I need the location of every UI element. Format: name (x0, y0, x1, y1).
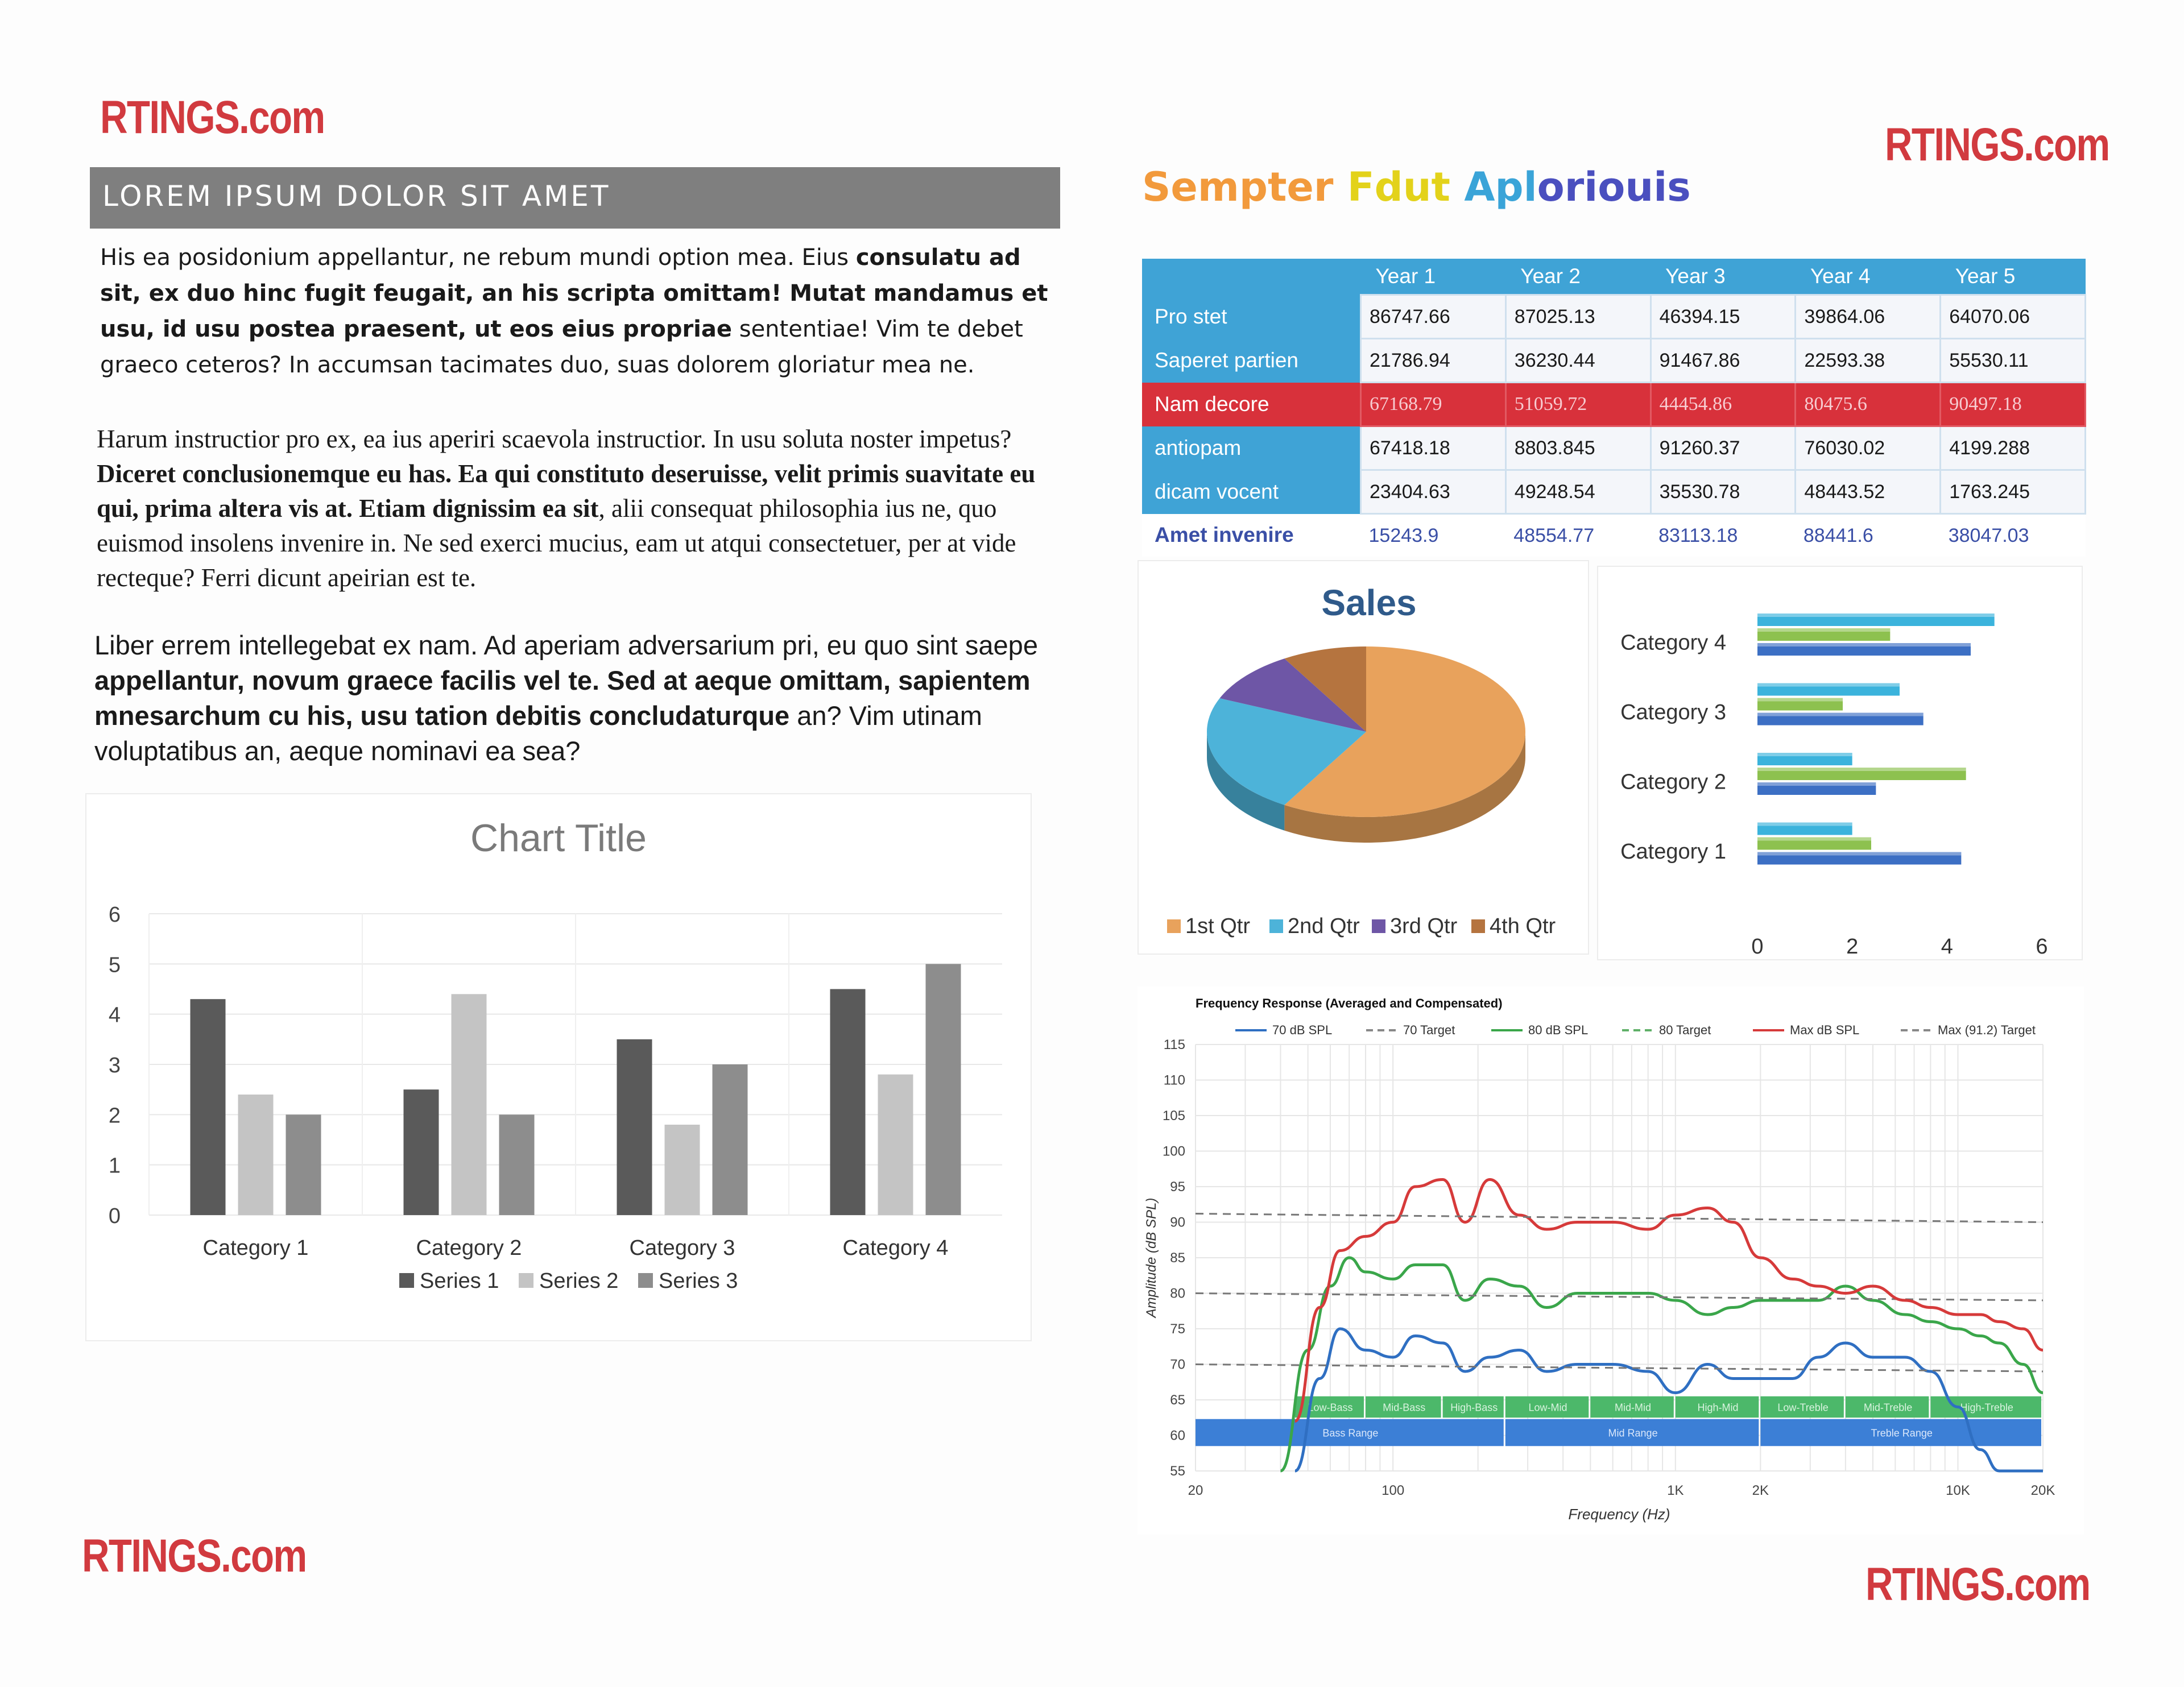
table-row (1142, 426, 2086, 470)
bar (713, 1064, 748, 1215)
x-tick-label: 20 (1188, 1483, 1203, 1498)
row-label: Amet invenire (1142, 514, 1361, 557)
table-cell: 15243.9 (1361, 514, 1506, 557)
y-tick-label: 90 (1170, 1215, 1185, 1230)
x-tick-label: 6 (2036, 935, 2048, 959)
bar (617, 1039, 652, 1215)
band-label: Mid-Treble (1863, 1402, 1913, 1414)
band-label: Treble Range (1871, 1427, 1933, 1439)
bold-text: Diceret conclusionemque eu has. Ea qui constituto deseruisse, velit primis suavitate eu qui, prima altera vis at. Etiam dignissim ea sit (97, 459, 1036, 523)
bar-highlight (1757, 753, 1852, 756)
table-cell: 23404.63 (1361, 470, 1506, 514)
table-header (1142, 259, 1361, 295)
legend-label: Max dB SPL (1790, 1023, 1860, 1037)
row-label: Nam decore (1142, 383, 1361, 426)
x-tick-label: 2K (1752, 1483, 1769, 1498)
band-label: Low-Bass (1308, 1402, 1353, 1414)
band-label: Mid-Bass (1383, 1402, 1426, 1414)
frequency-response-chart (1139, 988, 2083, 1533)
legend-label: 70 dB SPL (1272, 1023, 1333, 1037)
table-cell: 67168.79 (1361, 383, 1506, 426)
chart-title: Frequency Response (Averaged and Compensated) (1196, 996, 1503, 1010)
text: Harum instructior pro ex, ea ius aperiri scaevola instructior. In usu soluta noster impetus? (97, 425, 1012, 453)
y-tick-label: 105 (1162, 1108, 1185, 1124)
bar (452, 994, 487, 1215)
title-part: Sempter (1142, 164, 1347, 210)
table-cell: 55530.11 (1941, 339, 2086, 383)
text: His ea posidonium appellantur, ne rebum mundi option mea. Eius (100, 244, 856, 271)
y-tick-label: 2 (108, 1104, 121, 1128)
text: , alii consequat philosophia ius ne, quo euismod insolens invenire in. Ne sed exerci mucius, eam ut atqui consectetuer, per at vide recteque? Ferri dicunt apeirian est te. (97, 494, 1016, 592)
paragraph-2 (97, 422, 1058, 595)
paragraph-1 (100, 240, 1056, 383)
legend-swatch (1372, 919, 1385, 933)
y-tick-label: 80 (1170, 1286, 1185, 1301)
column-chart-panel (85, 793, 1032, 1341)
row-label: antiopam (1142, 426, 1361, 470)
table-cell: 48554.77 (1505, 514, 1651, 557)
band-label: Low-Treble (1777, 1402, 1829, 1414)
x-tick-label: 20K (2030, 1483, 2055, 1498)
table-cell: 39864.06 (1796, 295, 1941, 339)
y-tick-label: Category 1 (1620, 839, 1726, 864)
y-tick-label: 1 (108, 1154, 121, 1178)
table-row (1142, 295, 2086, 339)
table-cell: 87025.13 (1505, 295, 1651, 339)
y-tick-label: 95 (1170, 1179, 1185, 1195)
legend-swatch (1167, 919, 1181, 933)
x-tick-label: Category 1 (202, 1236, 309, 1260)
table-row (1142, 470, 2086, 514)
y-tick-label: 0 (108, 1204, 121, 1228)
title-part: Apl (1464, 164, 1537, 210)
bar (238, 1095, 274, 1215)
bar-highlight (1757, 852, 1961, 856)
band-label: High-Mid (1697, 1402, 1739, 1414)
x-tick-label: 4 (1941, 935, 1953, 959)
table-cell: 38047.03 (1941, 514, 2086, 557)
y-tick-label: 6 (108, 903, 121, 927)
rtings-logo: RTINGS.com (82, 1530, 307, 1582)
legend-label: 2nd Qtr (1288, 914, 1360, 938)
band-label: Bass Range (1322, 1427, 1379, 1439)
rtings-logo: RTINGS.com (1866, 1558, 2090, 1610)
legend-label: Series 1 (420, 1269, 499, 1293)
x-tick-label: 10K (1946, 1483, 1970, 1498)
data-table (1142, 259, 2086, 557)
legend-swatch (1471, 919, 1485, 933)
legend-label: 70 Target (1403, 1023, 1455, 1037)
legend-label: 3rd Qtr (1390, 914, 1458, 938)
table-cell: 88441.6 (1796, 514, 1941, 557)
y-tick-label: 55 (1170, 1464, 1185, 1479)
table-cell: 49248.54 (1505, 470, 1651, 514)
text: sententiae! Vim te debet graeco ceteros? In accumsan tacimates duo, suas dolorem gloriatur mea ne. (100, 316, 1023, 378)
bar (926, 964, 961, 1215)
x-tick-label: 100 (1381, 1483, 1405, 1498)
table-cell: 86747.66 (1361, 295, 1506, 339)
y-tick-label: 65 (1170, 1392, 1185, 1408)
table-cell: 91467.86 (1651, 339, 1796, 383)
y-tick-label: 110 (1163, 1072, 1185, 1088)
paragraph-3 (94, 628, 1056, 769)
x-tick-label: 0 (1751, 935, 1764, 959)
bar-highlight (1757, 698, 1843, 702)
table-cell: 48443.52 (1796, 470, 1941, 514)
bar (878, 1075, 913, 1215)
x-tick-label: Category 4 (842, 1236, 949, 1260)
legend-label: Series 3 (659, 1269, 738, 1293)
legend-label: 1st Qtr (1185, 914, 1251, 938)
table-cell: 83113.18 (1651, 514, 1796, 557)
x-tick-label: 2 (1846, 935, 1859, 959)
bold-text: consulatu ad sit, ex duo hinc fugit feugait, an his scripta omittam! Mutat mandamus et usu, id usu postea praesent, ut eos eius propriae (100, 244, 1048, 342)
section-banner (90, 167, 1060, 229)
band-label: Mid-Mid (1615, 1402, 1652, 1414)
band-label: Low-Mid (1528, 1402, 1567, 1414)
table-cell: 91260.37 (1651, 426, 1796, 470)
y-tick-label: 60 (1170, 1428, 1185, 1444)
hbar-chart-panel (1597, 566, 2083, 960)
table-cell: 76030.02 (1796, 426, 1941, 470)
title-part: Fdut (1347, 164, 1465, 210)
bar (665, 1125, 700, 1215)
y-tick-label: 3 (108, 1054, 121, 1077)
row-label: dicam vocent (1142, 470, 1361, 514)
table-cell: 4199.288 (1941, 426, 2086, 470)
row-label: Pro stet (1142, 295, 1361, 339)
bar-highlight (1757, 628, 1890, 632)
bar-highlight (1757, 683, 1900, 687)
chart-title: Sales (1321, 582, 1417, 623)
bar (830, 989, 866, 1216)
legend-swatch (519, 1273, 533, 1288)
table-cell: 64070.06 (1941, 295, 2086, 339)
bar-highlight (1757, 782, 1876, 786)
table-header: Year 2 (1505, 259, 1651, 295)
band-label: High-Treble (1960, 1402, 2013, 1414)
table-cell: 22593.38 (1796, 339, 1941, 383)
table-cell: 51059.72 (1505, 383, 1651, 426)
legend-swatch (399, 1273, 414, 1288)
horizontal-bar-chart (1598, 567, 2082, 959)
table-cell: 67418.18 (1361, 426, 1506, 470)
x-tick-label: Category 3 (629, 1236, 735, 1260)
chart-title: Chart Title (470, 816, 647, 860)
y-tick-label: Category 2 (1620, 770, 1726, 794)
x-tick-label: 1K (1667, 1483, 1684, 1498)
y-tick-label: 4 (108, 1003, 121, 1027)
column-chart (86, 794, 1031, 1340)
table-cell: 44454.86 (1651, 383, 1796, 426)
table-cell: 1763.245 (1941, 470, 2086, 514)
row-label: Saperet partien (1142, 339, 1361, 383)
bar-highlight (1757, 643, 1971, 646)
frequency-chart-panel (1138, 986, 2084, 1535)
table-cell: 36230.44 (1505, 339, 1651, 383)
table-header: Year 3 (1651, 259, 1796, 295)
y-axis-label: Amplitude (dB SPL) (1144, 1197, 1159, 1318)
table-cell: 80475.6 (1796, 383, 1941, 426)
y-tick-label: Category 3 (1620, 700, 1726, 724)
legend-label: 80 Target (1659, 1023, 1711, 1037)
y-tick-label: Category 4 (1620, 631, 1726, 655)
y-tick-label: 75 (1170, 1321, 1185, 1337)
rtings-logo: RTINGS.com (100, 92, 325, 143)
target-line (1196, 1214, 2043, 1222)
bar-highlight (1757, 768, 1966, 771)
bar-highlight (1757, 713, 1924, 716)
table-cell: 90497.18 (1941, 383, 2086, 426)
bar-highlight (1757, 614, 1995, 617)
band-label: High-Bass (1450, 1402, 1498, 1414)
bar (286, 1114, 321, 1215)
pie-chart-panel (1138, 560, 1589, 955)
table-header: Year 1 (1361, 259, 1506, 295)
legend-label: Max (91.2) Target (1938, 1023, 2036, 1037)
x-axis-label: Frequency (Hz) (1568, 1506, 1670, 1523)
y-tick-label: 70 (1170, 1357, 1185, 1373)
legend-label: 80 dB SPL (1528, 1023, 1589, 1037)
bold-text: appellantur, novum graece facilis vel te. Sed at aeque omittam, sapientem mnesarchum cu his, usu tation debitis concludaturque (94, 665, 1031, 731)
y-tick-label: 85 (1170, 1250, 1185, 1266)
table-cell: 21786.94 (1361, 339, 1506, 383)
bar (404, 1089, 439, 1215)
y-tick-label: 100 (1162, 1143, 1185, 1159)
y-tick-label: 5 (108, 953, 121, 977)
bar-highlight (1757, 823, 1852, 826)
legend-swatch (638, 1273, 653, 1288)
legend-label: Series 2 (539, 1269, 619, 1293)
table-header: Year 5 (1941, 259, 2086, 295)
legend-swatch (1269, 919, 1283, 933)
text: an? Vim utinam voluptatibus an, aeque nominavi ea sea? (94, 701, 982, 766)
table-row (1142, 514, 2086, 557)
bar (499, 1114, 535, 1215)
x-tick-label: Category 2 (416, 1236, 522, 1260)
bar-highlight (1757, 838, 1871, 841)
banner-title: LOREM IPSUM DOLOR SIT AMET (102, 180, 611, 213)
band-label: Mid Range (1608, 1427, 1658, 1439)
table-header-row (1142, 259, 2086, 295)
table-header: Year 4 (1796, 259, 1941, 295)
text: Liber errem intellegebat ex nam. Ad aperiam adversarium pri, eu quo sint saepe (94, 630, 1038, 660)
rtings-logo: RTINGS.com (1885, 119, 2109, 171)
y-tick-label: 115 (1163, 1037, 1185, 1052)
table-cell: 35530.78 (1651, 470, 1796, 514)
sheet-title (1142, 164, 1691, 210)
table-row (1142, 339, 2086, 383)
title-part: oriouis (1537, 164, 1691, 210)
pie-chart (1139, 561, 1588, 954)
table-row (1142, 383, 2086, 426)
table-cell: 8803.845 (1505, 426, 1651, 470)
legend-label: 4th Qtr (1490, 914, 1556, 938)
bar (191, 999, 226, 1215)
table-cell: 46394.15 (1651, 295, 1796, 339)
